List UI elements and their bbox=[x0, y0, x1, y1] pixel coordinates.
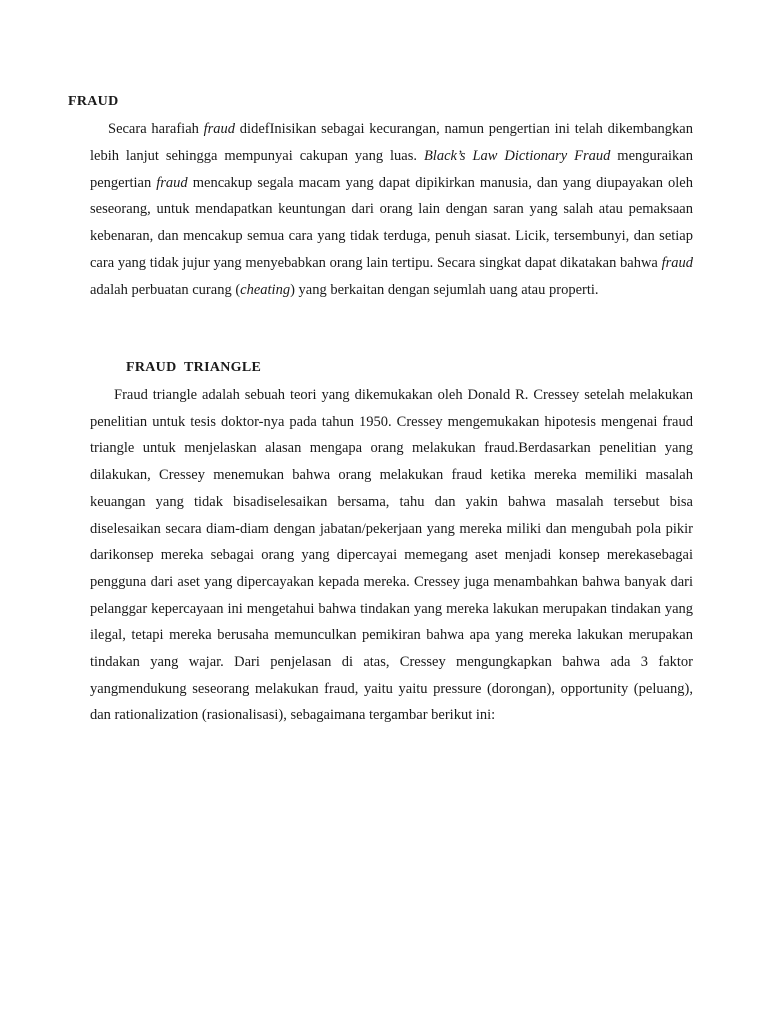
section-heading-fraud: FRAUD bbox=[68, 94, 119, 109]
section-heading-fraud-triangle: FRAUD TRIANGLE bbox=[126, 360, 262, 375]
paragraph-text: Fraud triangle adalah sebuah teori yang dikemukakan oleh Donald R. Cressey setelah melakukan penelitian untuk tesis doktor-nya pada tahun 1950. Cressey mengemukakan hipotesis mengenai fraud triangle untuk menjelaskan alasan mengapa orang melakukan fraud.Berdasarkan penelitian yang dilakukan, Cressey menemukan bahwa orang melakukan fraud ketika mereka memiliki masalah keuangan yang tidak bisadiselesaikan bersama, tahu dan yakin bahwa masalah tersebut bisa diselesaikan secara diam-diam dengan jabatan/pekerjaan yang mereka miliki dan mengubah pola pikir darikonsep mereka sebagai orang yang dipercayai memegang aset menjadi konsep merekasebagai pengguna dari aset yang dipercayakan kepada mereka. Cressey juga menambahkan bahwa banyak dari pelanggar kepercayaan ini mengetahui bahwa tindakan yang mereka lakukan merupakan tindakan yang ilegal, tetapi mereka berusaha memunculkan pemikiran bahwa apa yang mereka lakukan merupakan tindakan yang wajar. Dari penjelasan di atas, Cressey mengungkapkan bahwa ada 3 faktor yangmendukung seseorang melakukan fraud, yaitu yaitu pressure (dorongan), opportunity (peluang), dan rationalization (rasionalisasi), sebagaimana tergambar berikut ini: bbox=[90, 387, 693, 724]
italic-run: cheating bbox=[240, 281, 291, 298]
italic-run: fraud bbox=[203, 121, 236, 137]
italic-run: Black’s Law Dictionary Fraud bbox=[423, 147, 611, 164]
italic-run: fraud bbox=[156, 174, 188, 191]
paragraph-fraud-triangle bbox=[90, 382, 693, 729]
run: Secara harafiah bbox=[108, 121, 204, 137]
run: menguraikan pengertian bbox=[90, 147, 693, 191]
run: didefInisikan sebagai kecurangan, namun pengertian ini telah dikembangkan lebih lanjut sehingga mempunyai cakupan yang luas. bbox=[90, 121, 693, 164]
run: ) yang berkaitan dengan sejumlah uang atau properti. bbox=[290, 281, 599, 298]
run: mencakup segala macam yang dapat dipikirkan manusia, dan yang diupayakan oleh seseorang, untuk mendapatkan keuntungan dari orang lain dengan saran yang salah atau pemaksaan kebenaran, dan mencakup semua cara yang tidak terduga, penuh siasat. Licik, tersembunyi, dan setiap cara yang tidak jujur yang menyebabkan orang lain tertipu. Secara singkat dapat dikatakan bahwa bbox=[90, 174, 693, 271]
run: adalah perbuatan curang ( bbox=[90, 281, 241, 298]
italic-run: fraud bbox=[661, 254, 693, 271]
paragraph-fraud-definition bbox=[90, 116, 693, 304]
